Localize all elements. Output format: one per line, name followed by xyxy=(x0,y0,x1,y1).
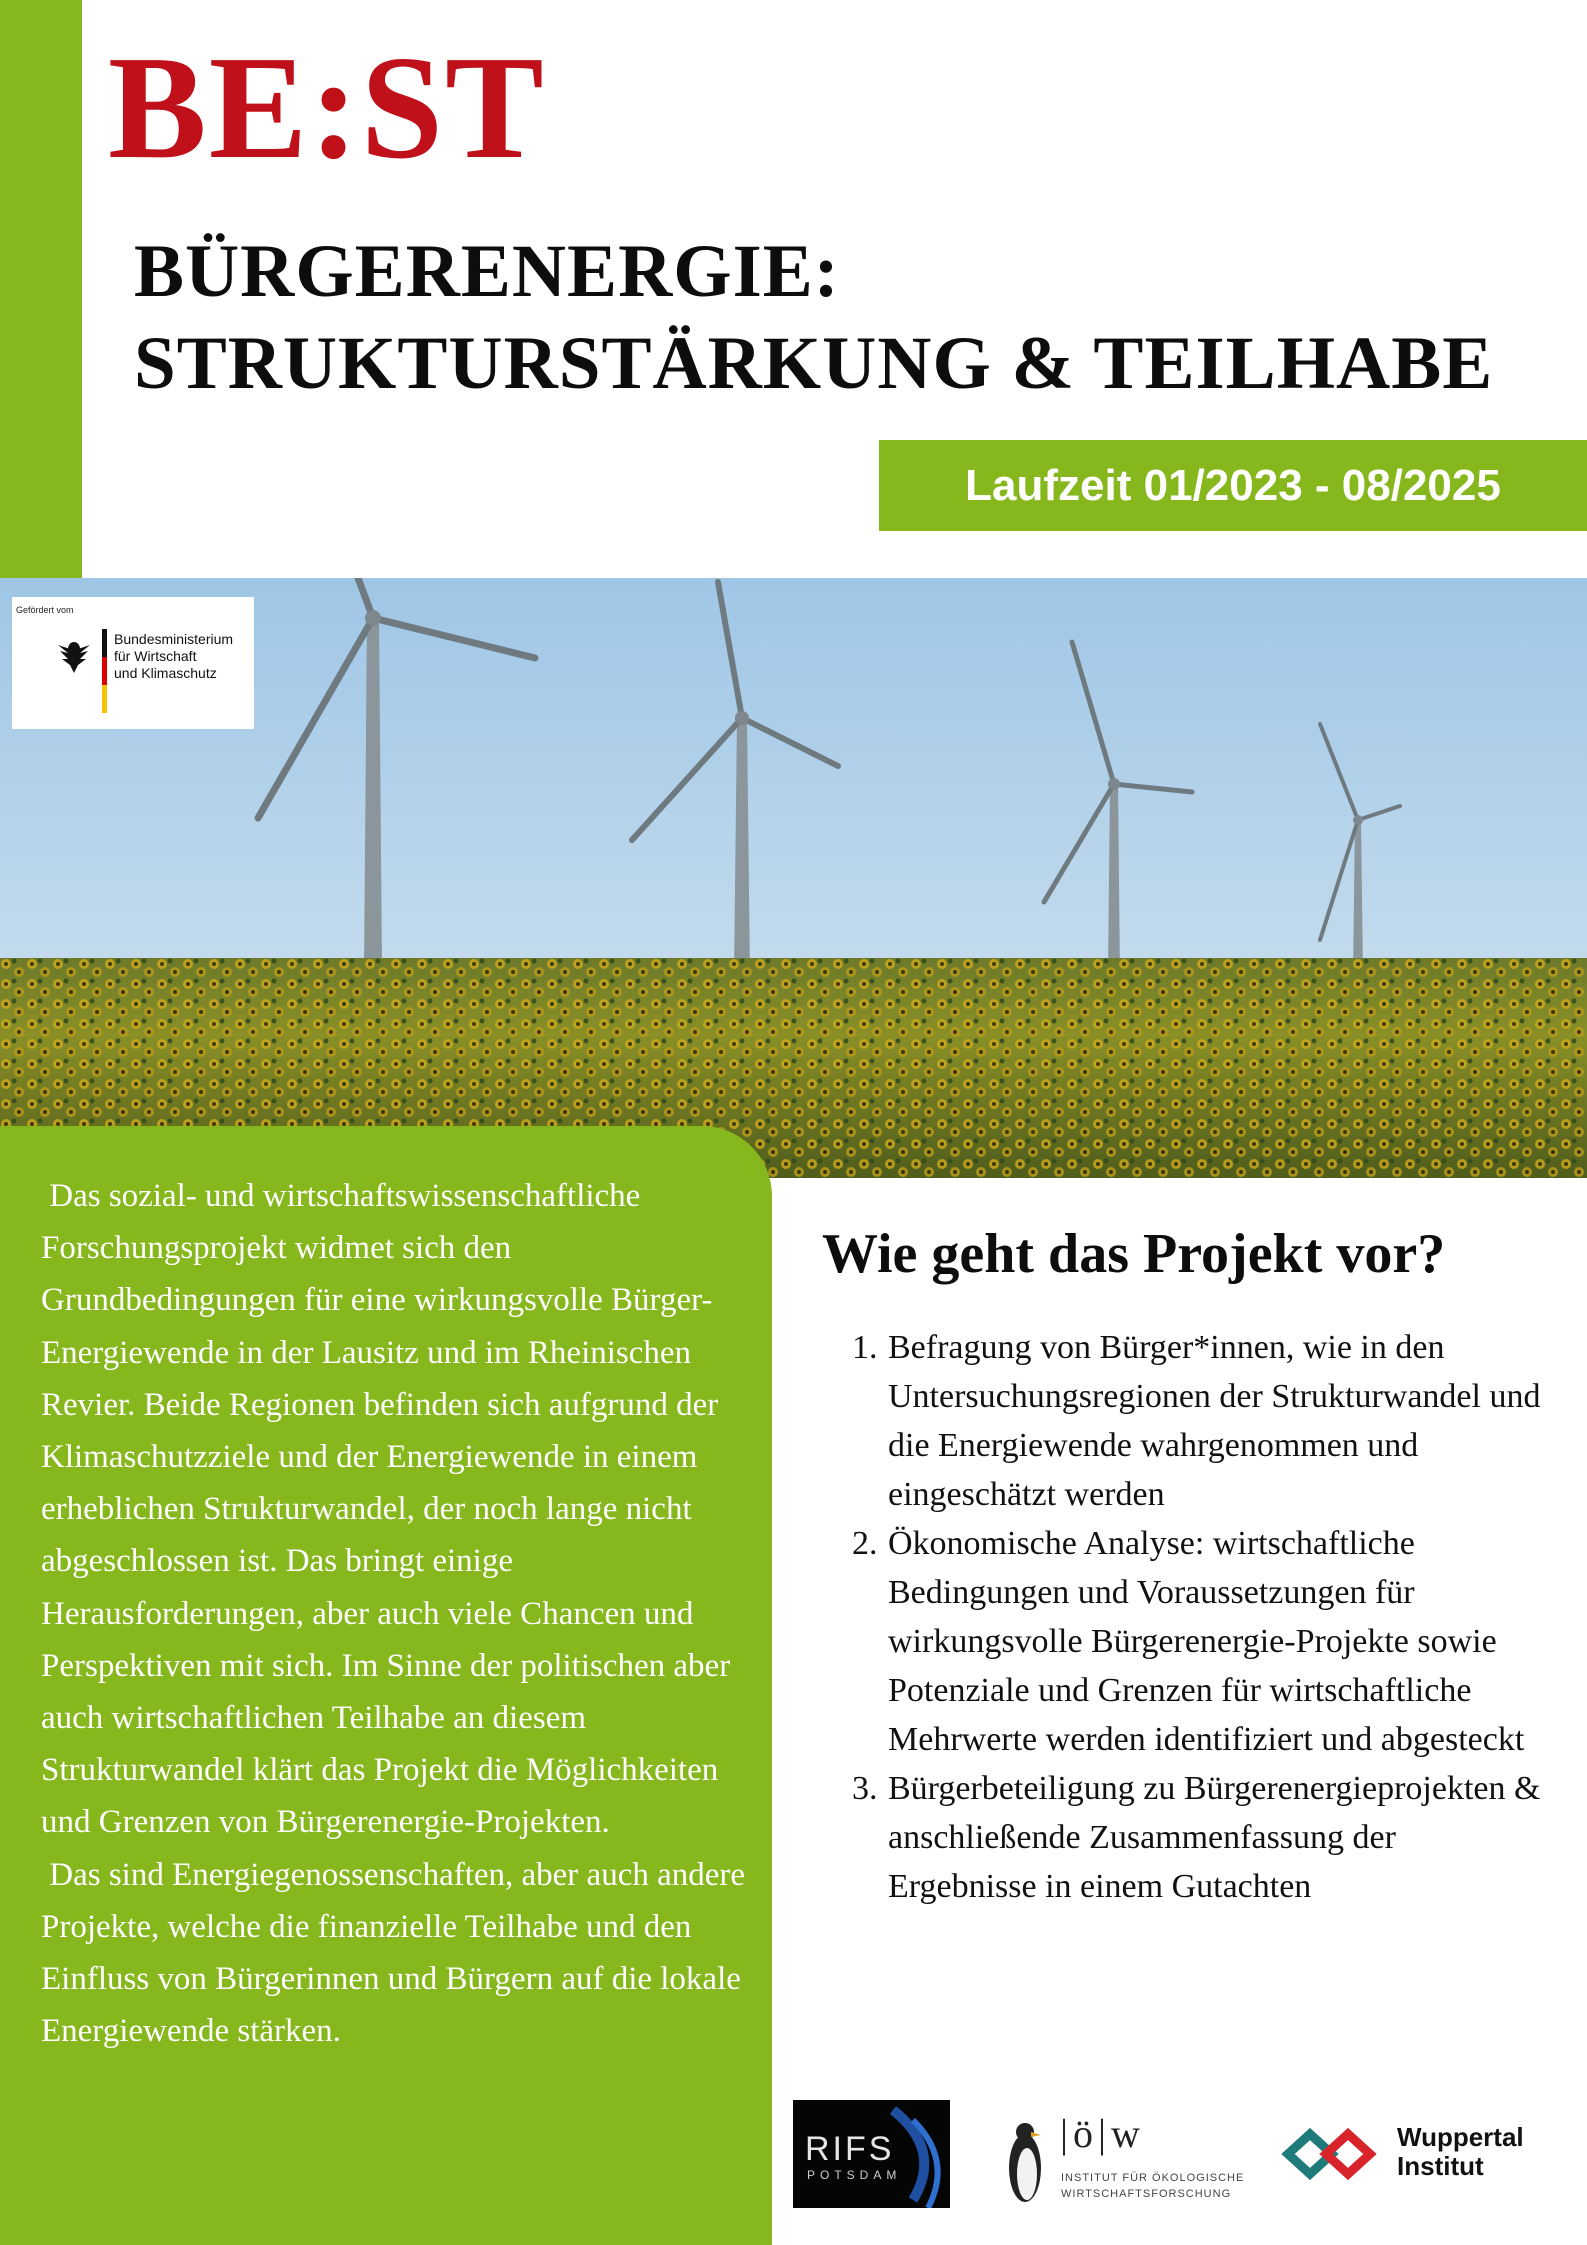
german-flag-stripe xyxy=(102,629,107,713)
step-number: 2. xyxy=(852,1525,878,1562)
step-text: Befragung von Bürger*innen, wie in den Untersuchungsregionen der Strukturwandel und die Energiewende wahrgenommen und eingeschätzt werden xyxy=(888,1329,1541,1513)
rifs-name: RIFS xyxy=(805,2130,895,2168)
intro-paragraph-2: Das sind Energiegenossenschaften, aber auch andere Projekte, welche die finanzielle Teilhabe und den Einfluss von Bürgerinnen und Bürgern auf die lokale Energiewende stärken. xyxy=(41,1856,746,2050)
page-title xyxy=(134,226,1493,410)
ministry-name: Bundesministerium für Wirtschaft und Klimaschutz xyxy=(114,631,234,681)
approach-step xyxy=(852,1764,1552,1911)
rifs-subtitle: POTSDAM xyxy=(807,2168,902,2182)
rifs-logo xyxy=(793,2100,950,2208)
wuppertal-mark-icon xyxy=(1280,2120,1390,2190)
title-line-2: STRUKTURSTÄRKUNG & TEILHABE xyxy=(134,322,1494,405)
ioew-logo xyxy=(1005,2110,1265,2210)
step-number: 3. xyxy=(852,1770,878,1807)
approach-heading: Wie geht das Projekt vor? xyxy=(822,1223,1446,1285)
ioew-name-line-1: INSTITUT FÜR ÖKOLOGISCHE xyxy=(1061,2172,1245,2184)
runtime-badge: Laufzeit 01/2023 - 08/2025 xyxy=(879,440,1587,531)
approach-step-list xyxy=(852,1323,1552,1911)
ioew-mark: |ö|w xyxy=(1060,2111,1145,2156)
intro-text xyxy=(41,1170,761,2057)
federal-eagle-icon xyxy=(56,635,92,675)
left-accent-bar xyxy=(0,0,82,578)
title-line-1: BÜRGERENERGIE: xyxy=(134,230,840,313)
brand-logo-text: BE:ST xyxy=(108,26,546,190)
funder-logo-box xyxy=(12,597,254,729)
ioew-name-line-2: WIRTSCHAFTSFORSCHUNG xyxy=(1061,2188,1232,2200)
wuppertal-name: Wuppertal Institut xyxy=(1397,2122,1524,2181)
step-text: Bürgerbeteiligung zu Bürgerenergieprojekten & anschließende Zusammenfassung der Ergebnisse in einem Gutachten xyxy=(888,1770,1541,1905)
approach-step xyxy=(852,1519,1552,1764)
step-text: Ökonomische Analyse: wirtschaftliche Bedingungen und Voraussetzungen für wirkungsvolle Bürgerenergie-Projekte sowie Potenziale und Grenzen für wirtschaftliche Mehrwerte werden identifiziert und abgesteckt xyxy=(888,1525,1525,1758)
approach-step xyxy=(852,1323,1552,1519)
funder-label: Gefördert vom xyxy=(16,605,74,615)
step-number: 1. xyxy=(852,1329,878,1366)
intro-paragraph-1: Das sozial- und wirtschaftswissenschaftliche Forschungsprojekt widmet sich den Grundbedingungen für eine wirkungsvolle Bürger-Energiewende in der Lausitz und im Rheinischen Revier. Beide Regionen befinden sich aufgrund der Klimaschutzziele und der Energiewende in einem erheblichen Strukturwandel, der noch lange nicht abgeschlossen ist. Das bringt einige Herausforderungen, aber auch viele Chancen und Perspektiven mit sich. Im Sinne der politischen aber auch wirtschaftlichen Teilhabe an diesem Strukturwandel klärt das Projekt die Möglichkeiten und Grenzen von Bürgerenergie-Projekten. xyxy=(41,1178,731,1841)
wuppertal-institut-logo xyxy=(1280,2120,1580,2190)
penguin-icon xyxy=(1005,2118,1045,2206)
